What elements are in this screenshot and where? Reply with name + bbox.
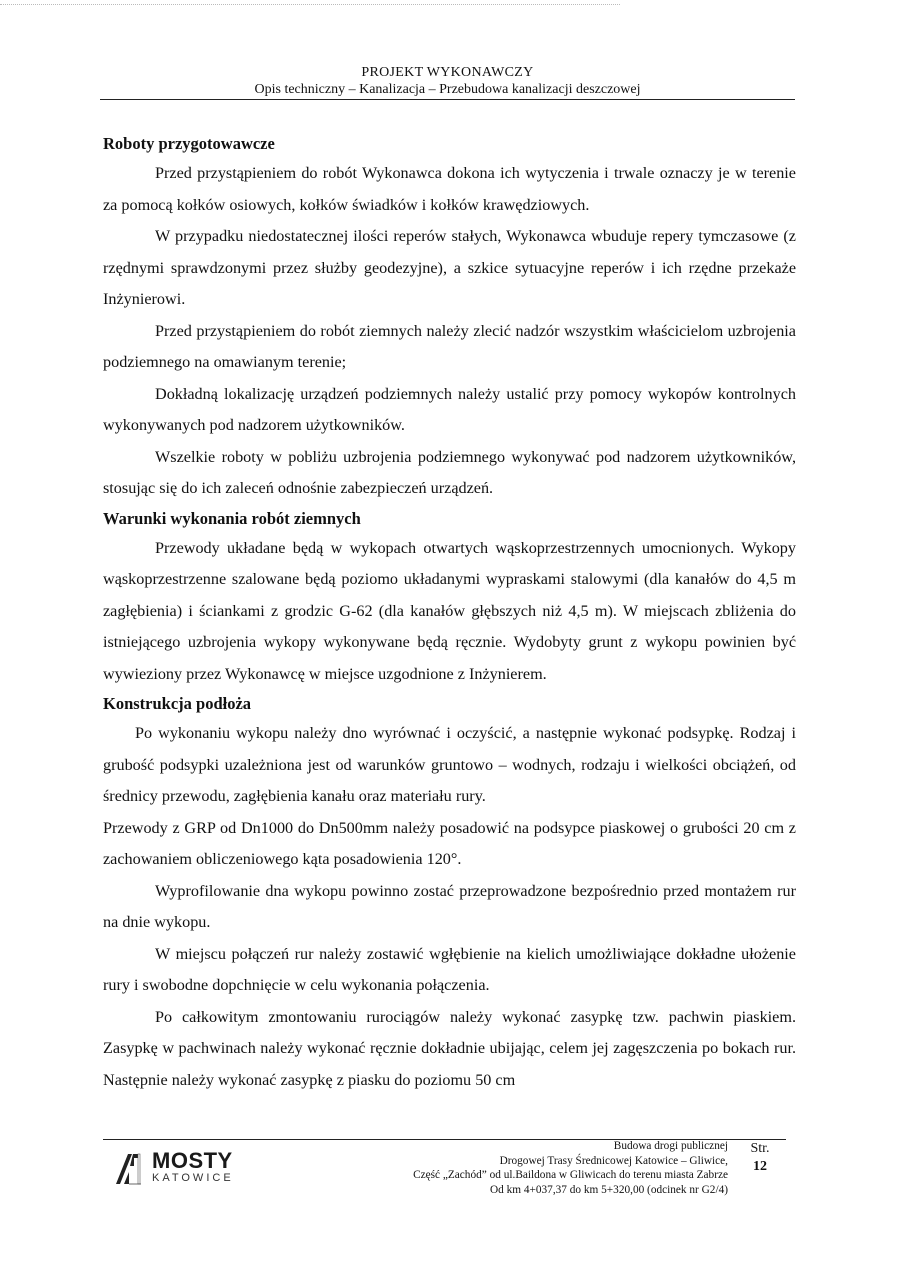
document-title: PROJEKT WYKONAWCZY <box>361 65 534 80</box>
document-body <box>103 130 796 1096</box>
project-info-line: Budowa drogi publicznej <box>613 1140 728 1152</box>
company-logo <box>114 1150 264 1190</box>
paragraph: Przewody układane będą w wykopach otwartych wąskoprzestrzennych umocnionych. Wykopy wąskoprzestrzenne szalowane będą poziomo układanymi wypraskami stalowymi (dla kanałów do 4,5 m zagłębienia) i ściankami z grodzic G-62 (dla kanałów głębszych niż 4,5 m). W miejscach zbliżenia do istniejącego uzbrojenia wykopy wykonywane będą ręcznie. Wydobyty grunt z wykopu powinien być wywieziony przez Wykonawcę w miejsce uzgodnione z Inżynierem. <box>103 538 796 683</box>
paragraph: W miejscu połączeń rur należy zostawić wgłębienie na kielich umożliwiające dokładne ułożenie rury i swobodne dopchnięcie w celu wykonania połączenia. <box>103 944 796 994</box>
page-number: 12 <box>753 1159 767 1174</box>
project-info-line: Od km 4+037,37 do km 5+320,00 (odcinek nr G2/4) <box>489 1183 728 1196</box>
paragraph: Dokładną lokalizację urządzeń podziemnych należy ustalić przy pomocy wykopów kontrolnych wykonywanych pod nadzorem użytkowników. <box>103 384 796 434</box>
section-heading: Konstrukcja podłoża <box>103 694 252 713</box>
paragraph: W przypadku niedostatecznej ilości reperów stałych, Wykonawca wbuduje repery tymczasowe (z rzędnymi sprawdzonymi przez służby geodezyjne), a szkice sytuacyjne reperów i ich rzędne przekaże Inżynierowi. <box>103 227 796 308</box>
document-subtitle: Opis techniczny – Kanalizacja – Przebudowa kanalizacji deszczowej <box>254 82 641 97</box>
logo-name: MOSTY <box>152 1148 233 1173</box>
scan-artifact <box>0 4 620 8</box>
paragraph: Wyprofilowanie dna wykopu powinno zostać przeprowadzone bezpośrednio przed montażem rur na dnie wykopu. <box>103 881 796 931</box>
section-heading: Warunki wykonania robót ziemnych <box>103 508 361 528</box>
header-divider <box>100 99 795 100</box>
mosty-logo-icon <box>114 1152 144 1186</box>
page-header <box>100 64 795 98</box>
paragraph: Po wykonaniu wykopu należy dno wyrównać i oczyścić, a następnie wykonać podsypkę. Rodzaj i grubość podsypki uzależniona jest od warunków gruntowo – wodnych, rodzaju i wielkości obciążeń, od średnicy przewodu, zagłębienia kanału oraz materiału rury. <box>103 724 796 805</box>
page-number-block <box>744 1140 776 1176</box>
paragraph: Po całkowitym zmontowaniu rurociągów należy wykonać zasypkę tzw. pachwin piaskiem. Zasypkę w pachwinach należy wykonać ręcznie dokładnie ubijając, celem jej zagęszczenia po bokach rur. Następnie należy wykonać zasypkę z piasku do poziomu 50 cm <box>103 1007 796 1089</box>
paragraph: Przed przystąpieniem do robót ziemnych należy zlecić nadzór wszystkim właścicielom uzbrojenia podziemnego na omawianym terenie; <box>103 321 796 371</box>
logo-city: KATOWICE <box>152 1172 234 1184</box>
project-info-line: Część „Zachód” od ul.Baildona w Gliwicach do terenu miasta Zabrze <box>413 1169 728 1181</box>
page-label: Str. <box>750 1141 770 1156</box>
paragraph: Przewody z GRP od Dn1000 do Dn500mm należy posadowić na podsypce piaskowej o grubości 20 cm z zachowaniem obliczeniowego kąta posadowienia 120°. <box>103 818 796 868</box>
project-info-line: Drogowej Trasy Średnicowej Katowice – Gliwice, <box>499 1154 728 1167</box>
paragraph: Przed przystąpieniem do robót Wykonawca dokona ich wytyczenia i trwale oznaczy je w terenie za pomocą kołków osiowych, kołków świadków i kołków krawędziowych. <box>103 164 796 214</box>
paragraph: Wszelkie roboty w pobliżu uzbrojenia podziemnego wykonywać pod nadzorem użytkowników, stosując się do ich zaleceń odnośnie zabezpieczeń urządzeń. <box>103 447 796 497</box>
project-info <box>360 1139 728 1197</box>
section-heading: Roboty przygotowawcze <box>103 134 275 153</box>
